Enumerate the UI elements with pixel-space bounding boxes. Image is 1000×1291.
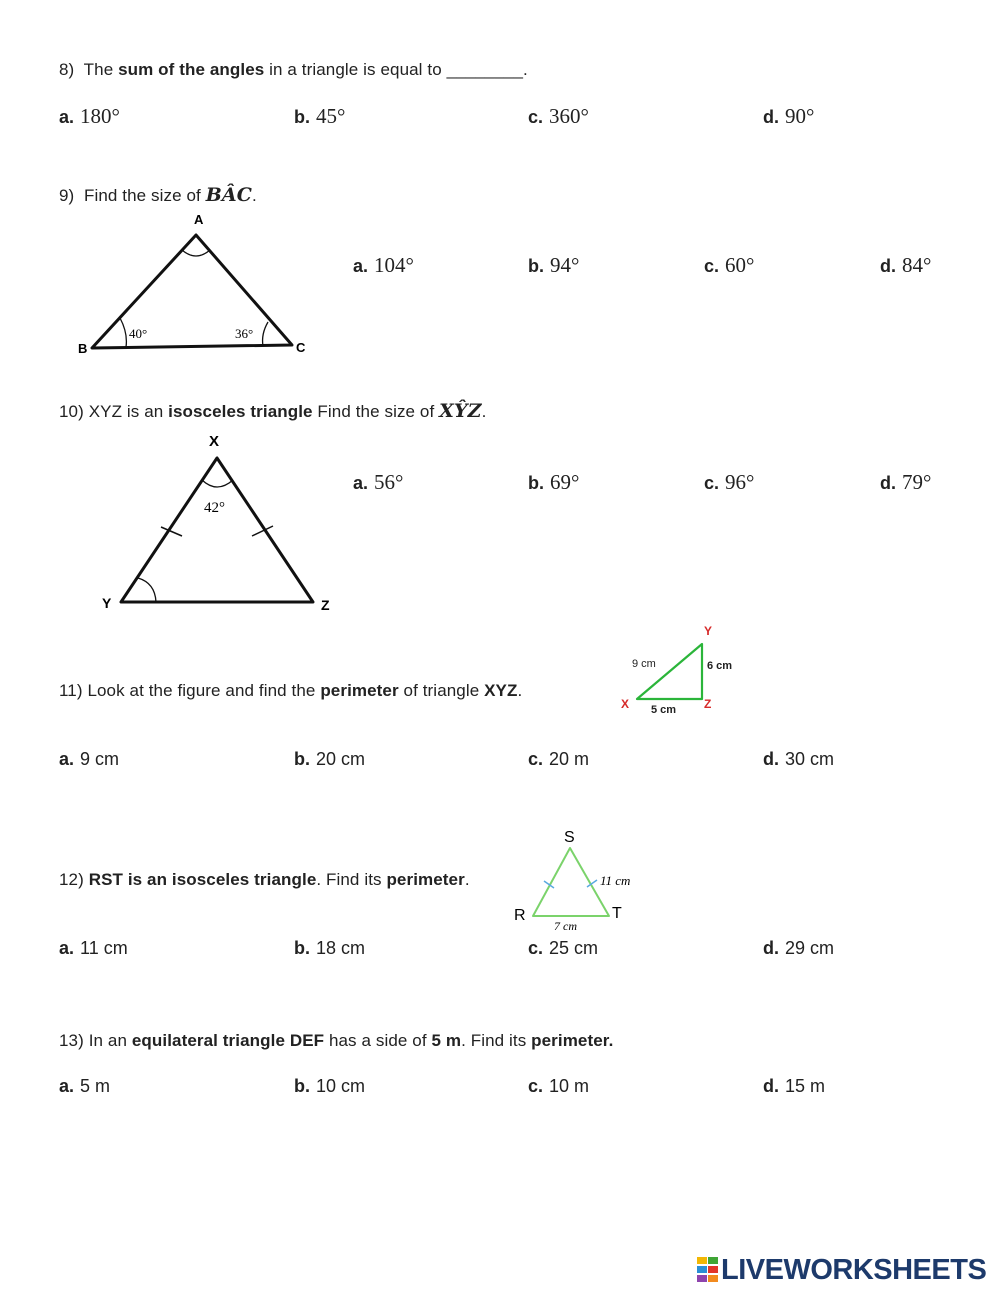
vertex-label-z: Z <box>704 697 712 711</box>
option-value: 104° <box>374 253 414 277</box>
option-value: 15 m <box>785 1076 826 1096</box>
option-8b[interactable] <box>294 104 345 129</box>
option-13d[interactable] <box>763 1076 825 1097</box>
option-letter: a. <box>353 473 369 493</box>
triangle-xyz-figure <box>95 428 345 618</box>
option-letter: c. <box>704 256 720 276</box>
question-text: In an <box>88 1031 132 1050</box>
option-value: 18 cm <box>316 938 366 958</box>
option-9b[interactable] <box>528 253 579 278</box>
option-letter: d. <box>880 473 896 493</box>
option-letter: c. <box>528 107 544 127</box>
option-letter: b. <box>294 749 310 769</box>
side-label-hypotenuse: 9 cm <box>632 658 656 670</box>
option-letter: a. <box>353 256 369 276</box>
option-letter: d. <box>763 107 779 127</box>
option-value: 29 cm <box>785 938 835 958</box>
option-letter: c. <box>528 1076 544 1096</box>
option-letter: a. <box>59 107 75 127</box>
triangle-abc <box>92 235 292 348</box>
vertex-label-a: A <box>194 212 204 227</box>
question-number: 12) <box>59 870 84 889</box>
vertex-label-y: Y <box>102 595 112 611</box>
option-8c[interactable] <box>528 104 589 129</box>
question-number: 10) <box>59 402 84 421</box>
vertex-label-b: B <box>78 341 88 356</box>
angle-symbol: XŶZ <box>439 400 482 422</box>
question-bold: perimeter. <box>531 1031 614 1050</box>
option-letter: b. <box>528 256 544 276</box>
option-letter: b. <box>528 473 544 493</box>
option-10d[interactable] <box>880 470 931 495</box>
option-9d[interactable] <box>880 253 931 278</box>
question-text: has a side of <box>324 1031 432 1050</box>
option-value: 56° <box>374 470 404 494</box>
option-10a[interactable] <box>353 470 403 495</box>
option-12b[interactable] <box>294 938 365 959</box>
angle-arc-b <box>120 318 126 347</box>
option-8a[interactable] <box>59 104 120 129</box>
side-label-st: 11 cm <box>600 873 631 888</box>
option-11d[interactable] <box>763 749 834 770</box>
question-bold: isosceles triangle <box>168 402 313 421</box>
option-13b[interactable] <box>294 1076 365 1097</box>
side-label-base: 5 cm <box>651 704 677 716</box>
angle-arc-x <box>202 480 233 487</box>
option-value: 180° <box>80 104 120 128</box>
question-10 <box>59 400 486 422</box>
option-value: 79° <box>902 470 932 494</box>
option-letter: d. <box>763 938 779 958</box>
angle-label-c: 36° <box>235 326 254 341</box>
option-letter: b. <box>294 1076 310 1096</box>
angle-label-b: 40° <box>129 326 148 341</box>
option-value: 10 m <box>549 1076 590 1096</box>
liveworksheets-logo <box>697 1254 986 1286</box>
option-letter: b. <box>294 107 310 127</box>
question-9 <box>59 184 257 206</box>
option-value: 10 cm <box>316 1076 366 1096</box>
option-letter: a. <box>59 938 75 958</box>
question-bold: RST is an isosceles triangle <box>88 870 317 889</box>
option-value: 25 cm <box>549 938 599 958</box>
option-value: 84° <box>902 253 932 277</box>
vertex-label-y: Y <box>704 624 713 638</box>
option-value: 20 m <box>549 749 590 769</box>
option-13c[interactable] <box>528 1076 589 1097</box>
option-9c[interactable] <box>704 253 754 278</box>
option-letter: c. <box>528 938 544 958</box>
option-10c[interactable] <box>704 470 754 495</box>
question-text: Look at the figure and find the <box>87 681 321 700</box>
option-value: 90° <box>785 104 815 128</box>
option-12d[interactable] <box>763 938 834 959</box>
question-text: in a triangle is equal to ________. <box>264 60 528 79</box>
question-text: of triangle <box>398 681 485 700</box>
question-text: . <box>481 402 487 421</box>
question-13 <box>59 1031 613 1051</box>
liveworksheets-logo-icon <box>697 1257 719 1283</box>
question-text: Find the size of <box>312 402 440 421</box>
vertex-label-r: R <box>514 907 526 924</box>
angle-symbol: BÂC <box>205 184 252 206</box>
question-number: 11) <box>59 681 83 700</box>
triangle-abc-figure <box>70 205 320 365</box>
question-text: . <box>251 186 257 205</box>
option-letter: d. <box>763 1076 779 1096</box>
option-value: 5 m <box>80 1076 111 1096</box>
question-bold: XYZ <box>484 681 518 700</box>
option-9a[interactable] <box>353 253 414 278</box>
question-text: . <box>517 681 523 700</box>
question-number: 9) <box>59 186 75 205</box>
option-letter: b. <box>294 938 310 958</box>
option-10b[interactable] <box>528 470 579 495</box>
question-number: 8) <box>59 60 75 79</box>
option-value: 9 cm <box>80 749 120 769</box>
question-text: XYZ is an <box>88 402 169 421</box>
vertex-label-z: Z <box>321 597 330 613</box>
side-label-vertical: 6 cm <box>707 660 733 672</box>
option-value: 96° <box>725 470 755 494</box>
option-letter: c. <box>528 749 544 769</box>
angle-arc-y <box>138 578 156 602</box>
option-value: 69° <box>550 470 580 494</box>
side-label-rt: 7 cm <box>554 919 577 933</box>
question-text: The <box>83 60 119 79</box>
question-text: Find the size of <box>83 186 206 205</box>
vertex-label-c: C <box>296 340 306 355</box>
angle-label-x: 42° <box>204 500 225 516</box>
angle-arc-c <box>263 322 268 346</box>
option-12a[interactable] <box>59 938 128 959</box>
question-bold: perimeter <box>320 681 399 700</box>
option-11c[interactable] <box>528 749 589 770</box>
question-text: . Find its <box>461 1031 532 1050</box>
option-letter: a. <box>59 749 75 769</box>
right-triangle-xyz <box>637 644 702 699</box>
question-bold: equilateral triangle DEF <box>131 1031 325 1050</box>
option-letter: d. <box>763 749 779 769</box>
right-triangle-xyz-figure <box>615 620 745 720</box>
vertex-label-s: S <box>564 829 575 846</box>
option-value: 45° <box>316 104 346 128</box>
question-bold: 5 m <box>431 1031 462 1050</box>
triangle-xyz <box>121 458 313 602</box>
option-value: 30 cm <box>785 749 835 769</box>
vertex-label-t: T <box>612 905 622 922</box>
option-value: 360° <box>549 104 589 128</box>
option-letter: a. <box>59 1076 75 1096</box>
option-13a[interactable] <box>59 1076 110 1097</box>
question-11 <box>59 681 522 701</box>
question-text: . <box>464 870 470 889</box>
triangle-rst-figure <box>505 820 665 935</box>
question-bold: perimeter <box>386 870 465 889</box>
question-8 <box>59 60 528 80</box>
question-number: 13) <box>59 1031 84 1050</box>
option-value: 20 cm <box>316 749 366 769</box>
option-letter: d. <box>880 256 896 276</box>
question-12 <box>59 870 470 890</box>
angle-arc-a <box>182 250 210 256</box>
liveworksheets-logo-text: LIVEWORKSHEETS <box>721 1253 987 1286</box>
option-value: 11 cm <box>80 938 128 958</box>
option-value: 60° <box>725 253 755 277</box>
option-8d[interactable] <box>763 104 814 129</box>
question-bold: sum of the angles <box>118 60 265 79</box>
option-11b[interactable] <box>294 749 365 770</box>
option-value: 94° <box>550 253 580 277</box>
question-text: . Find its <box>316 870 387 889</box>
vertex-label-x: X <box>209 433 220 450</box>
vertex-label-x: X <box>621 697 630 711</box>
option-letter: c. <box>704 473 720 493</box>
option-12c[interactable] <box>528 938 598 959</box>
option-11a[interactable] <box>59 749 119 770</box>
